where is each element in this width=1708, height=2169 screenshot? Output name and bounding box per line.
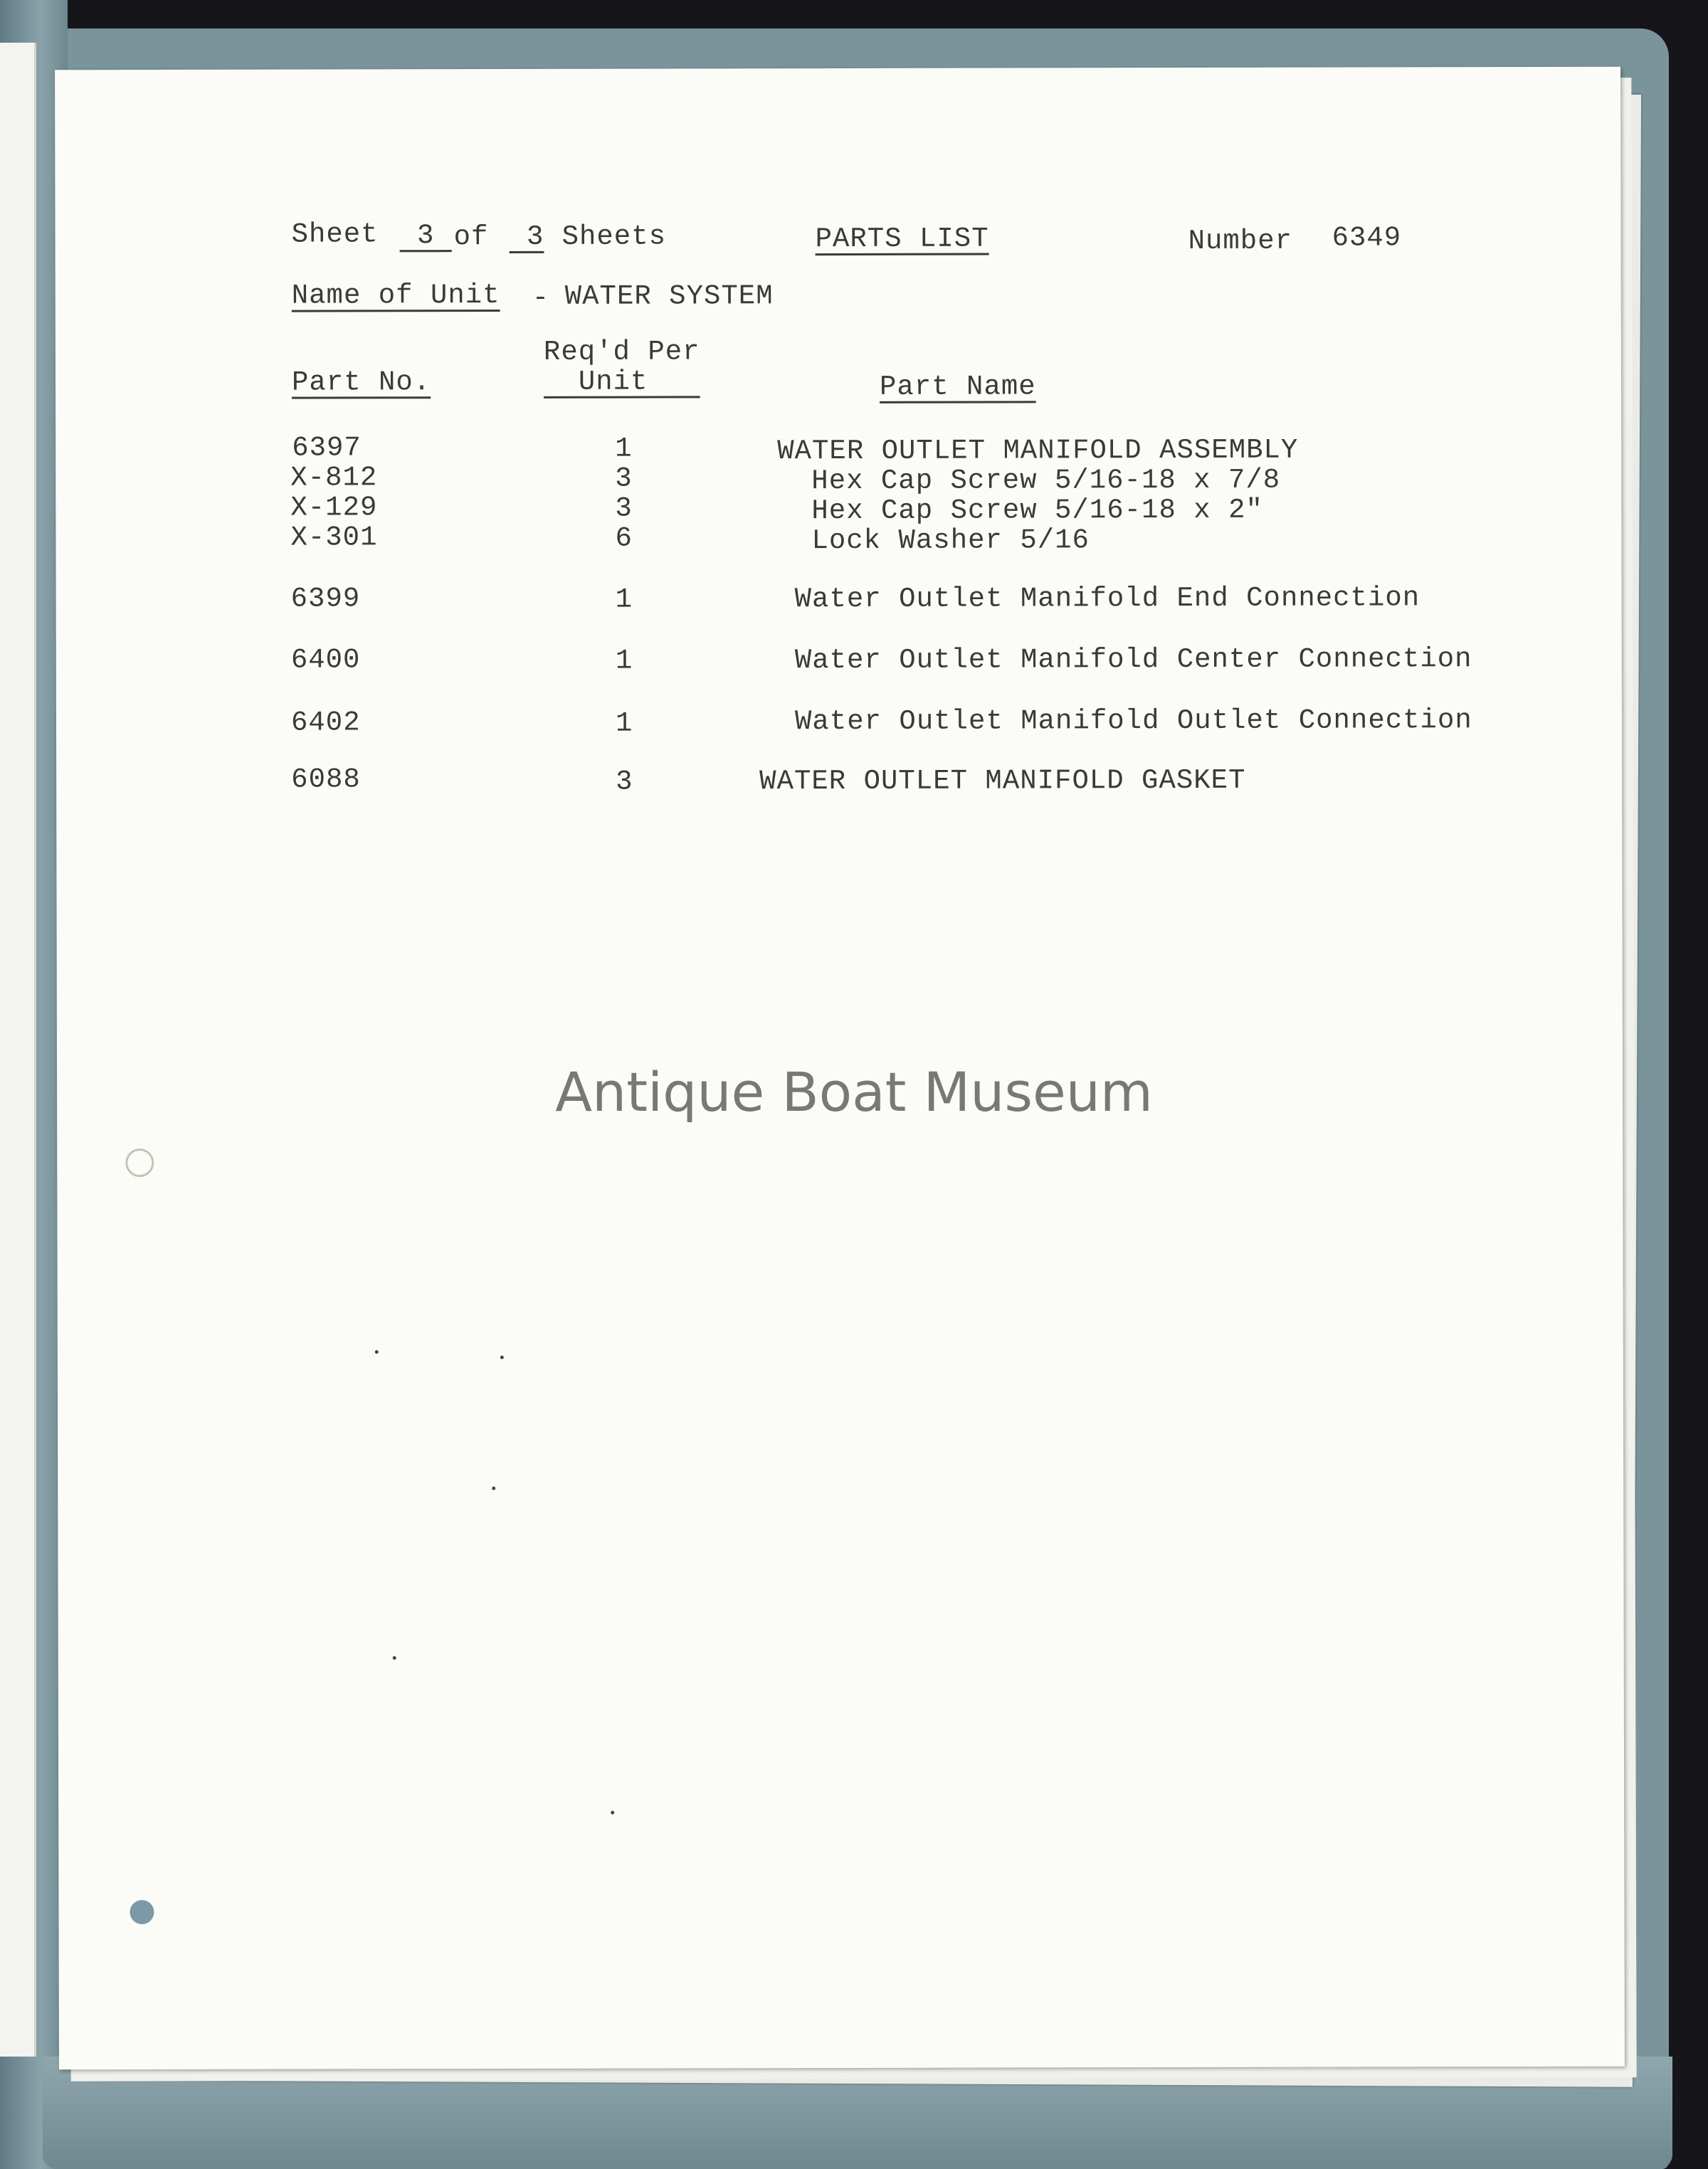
column-header-reqd-line1: Req'd Per [543, 336, 700, 368]
part-no: X-301 [290, 522, 378, 554]
part-name: Hex Cap Screw 5/16-18 x 7/8 [811, 464, 1281, 497]
part-name: Water Outlet Manifold Outlet Connection [794, 704, 1472, 738]
number-label: Number [1188, 225, 1293, 257]
column-header-part-name: Part Name [879, 371, 1036, 403]
underlying-page-strip [0, 43, 36, 2057]
part-no: 6399 [290, 583, 361, 615]
qty: 1 [615, 645, 633, 677]
ink-speck [375, 1350, 379, 1353]
part-name: WATER OUTLET MANIFOLD GASKET [759, 764, 1246, 798]
part-no: 6402 [290, 707, 361, 739]
part-no: X-812 [290, 462, 378, 494]
part-name: Lock Washer 5/16 [811, 524, 1090, 557]
qty: 3 [615, 492, 633, 524]
qty: 1 [615, 584, 633, 616]
ink-speck [611, 1811, 614, 1815]
sheet-total: 3 [526, 221, 544, 253]
qty: 1 [615, 433, 633, 465]
unit-label: Name of Unit [291, 279, 500, 312]
qty: 3 [616, 766, 633, 798]
ink-speck [500, 1356, 504, 1359]
punch-hole [130, 1900, 154, 1924]
qty: 6 [615, 522, 633, 554]
part-name: WATER OUTLET MANIFOLD ASSEMBLY [777, 434, 1299, 468]
of-label: of [453, 221, 489, 253]
part-name: Water Outlet Manifold End Connection [794, 582, 1420, 616]
watermark: Antique Boat Museum [555, 1060, 1153, 1124]
punch-hole-mark [125, 1149, 154, 1177]
ink-speck [492, 1487, 495, 1490]
ink-speck [393, 1656, 396, 1659]
sheets-label: Sheets [562, 221, 667, 253]
part-no: 6088 [291, 764, 361, 796]
sheet-label: Sheet [291, 218, 379, 250]
page-title: PARTS LIST [815, 223, 989, 255]
part-no: 6400 [290, 644, 361, 676]
part-no: 6397 [292, 432, 362, 464]
qty: 1 [615, 707, 633, 739]
part-name: Water Outlet Manifold Center Connection [794, 643, 1472, 677]
column-header-reqd-line2: Unit [578, 366, 648, 398]
part-name: Hex Cap Screw 5/16-18 x 2" [811, 494, 1263, 527]
sheet-number: 3 [416, 220, 435, 252]
unit-separator: - [532, 282, 550, 314]
column-header-part-no: Part No. [291, 366, 431, 399]
part-no: X-129 [290, 492, 378, 524]
unit-value: WATER SYSTEM [564, 280, 774, 312]
qty: 3 [615, 463, 633, 495]
number-value: 6349 [1332, 222, 1402, 254]
